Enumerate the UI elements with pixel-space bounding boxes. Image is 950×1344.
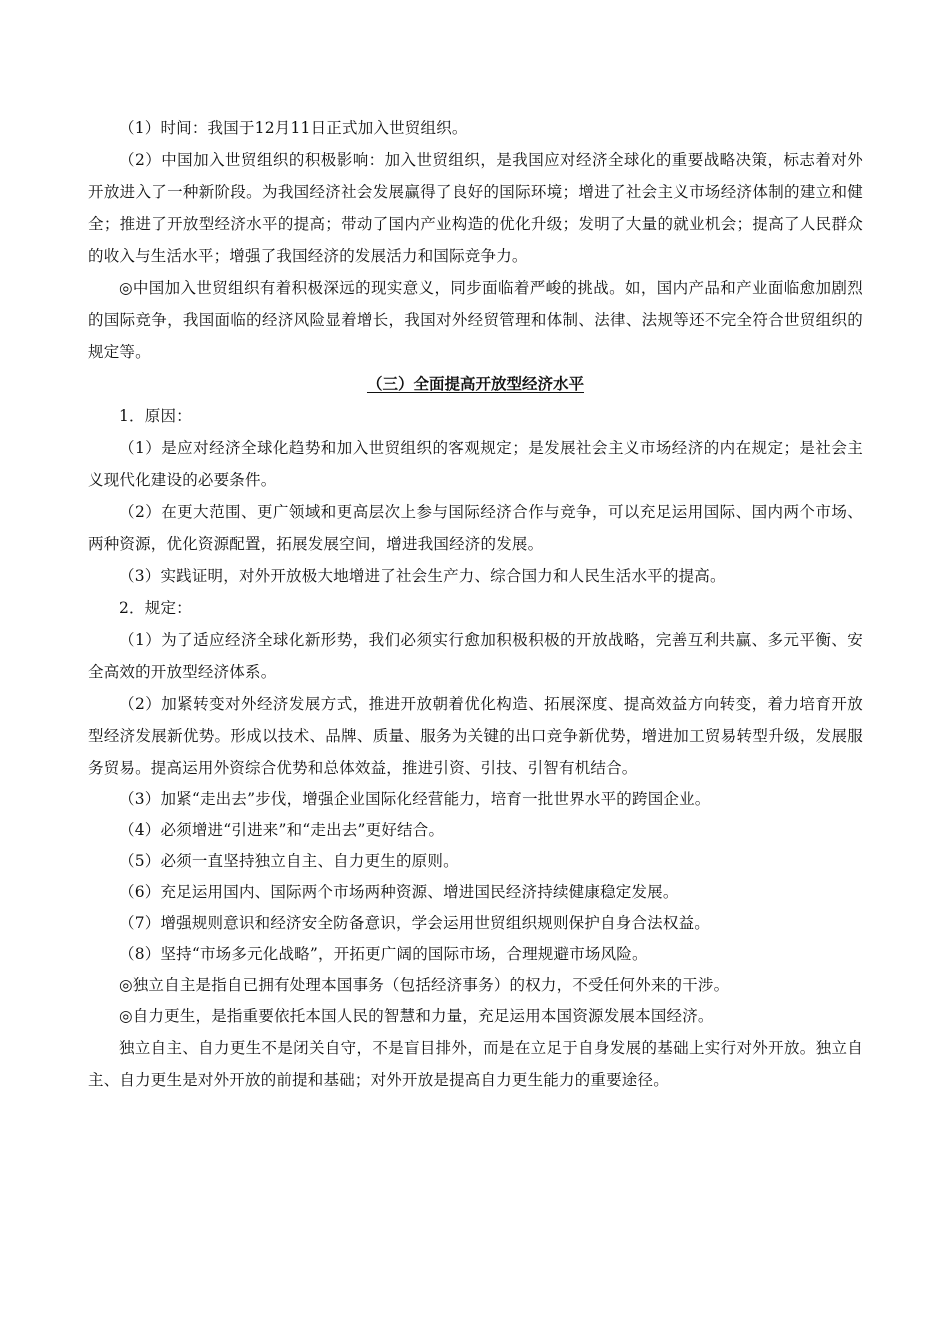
paragraph-requirement-2: （2）加紧转变对外经济发展方式，推进开放朝着优化构造、拓展深度、提高效益方向转变，着力培育开放型经济发展新优势。形成以技术、品牌、质量、服务为关键的出口竞争新优势，增进加工贸易转型升级，发展服务贸易。提高运用外资综合优势和总体效益，推进引资、引技、引智有机结合。 — [88, 695, 863, 777]
paragraph-self-reliance: ◎自力更生，是指重要依托本国人民的智慧和力量，充足运用本国资源发展本国经济。 — [119, 1007, 714, 1025]
paragraph-wto-impact: （2）中国加入世贸组织的积极影响：加入世贸组织，是我国应对经济全球化的重要战略决策，标志着对外开放进入了一种新阶段。为我国经济社会发展赢得了良好的国际环境；增进了社会主义市场经济体制的建立和健全；推进了开放型经济水平的提高；带动了国内产业构造的优化升级；发明了大量的就业机会；提高了人民群众的收入与生活水平；增强了我国经济的发展活力和国际竞争力。 — [88, 151, 863, 265]
section-title: （三）全面提高开放型经济水平 — [366, 375, 584, 393]
paragraph-requirement-3: （3）加紧“走出去”步伐，增强企业国际化经营能力，培育一批世界水平的跨国企业。 — [119, 790, 711, 808]
paragraph-reason-2: （2）在更大范围、更广领域和更高层次上参与国际经济合作与竞争，可以充足运用国际、国内两个市场、两种资源，优化资源配置，拓展发展空间，增进我国经济的发展。 — [88, 503, 863, 553]
paragraph-wto-challenge: ◎中国加入世贸组织有着积极深远的现实意义，同步面临着严峻的挑战。如，国内产品和产业面临愈加剧烈的国际竞争，我国面临的经济风险显着增长，我国对外经贸管理和体制、法律、法规等还不完全符合世贸组织的规定等。 — [88, 279, 863, 361]
paragraph-requirement-5: （5）必须一直坚持独立自主、自力更生的原则。 — [119, 852, 459, 870]
paragraph-requirement-8: （8）坚持“市场多元化战略”，开拓更广阔的国际市场，合理规避市场风险。 — [119, 945, 648, 963]
heading-requirements: 2．规定： — [119, 599, 192, 617]
paragraph-independence: ◎独立自主是指自已拥有处理本国事务（包括经济事务）的权力，不受任何外来的干涉。 — [119, 976, 730, 994]
paragraph-time: （1）时间：我国于12月11日正式加入世贸组织。 — [119, 119, 468, 137]
paragraph-requirement-7: （7）增强规则意识和经济安全防备意识，学会运用世贸组织规则保护自身合法权益。 — [119, 914, 710, 932]
heading-reasons: 1．原因： — [119, 407, 192, 425]
paragraph-reason-1: （1）是应对经济全球化趋势和加入世贸组织的客观规定；是发展社会主义市场经济的内在规定；是社会主义现代化建设的必要条件。 — [88, 439, 863, 489]
paragraph-requirement-1: （1）为了适应经济全球化新形势，我们必须实行愈加积极积极的开放战略，完善互利共赢、多元平衡、安全高效的开放型经济体系。 — [88, 631, 863, 681]
paragraph-requirement-4: （4）必须增进“引进来”和“走出去”更好结合。 — [119, 821, 445, 839]
document-page — [88, 112, 863, 1096]
paragraph-conclusion: 独立自主、自力更生不是闭关自守，不是盲目排外，而是在立足于自身发展的基础上实行对外开放。独立自主、自力更生是对外开放的前提和基础；对外开放是提高自力更生能力的重要途径。 — [88, 1039, 863, 1089]
paragraph-reason-3: （3）实践证明，对外开放极大地增进了社会生产力、综合国力和人民生活水平的提高。 — [119, 567, 726, 585]
paragraph-requirement-6: （6）充足运用国内、国际两个市场两种资源、增进国民经济持续健康稳定发展。 — [119, 883, 679, 901]
